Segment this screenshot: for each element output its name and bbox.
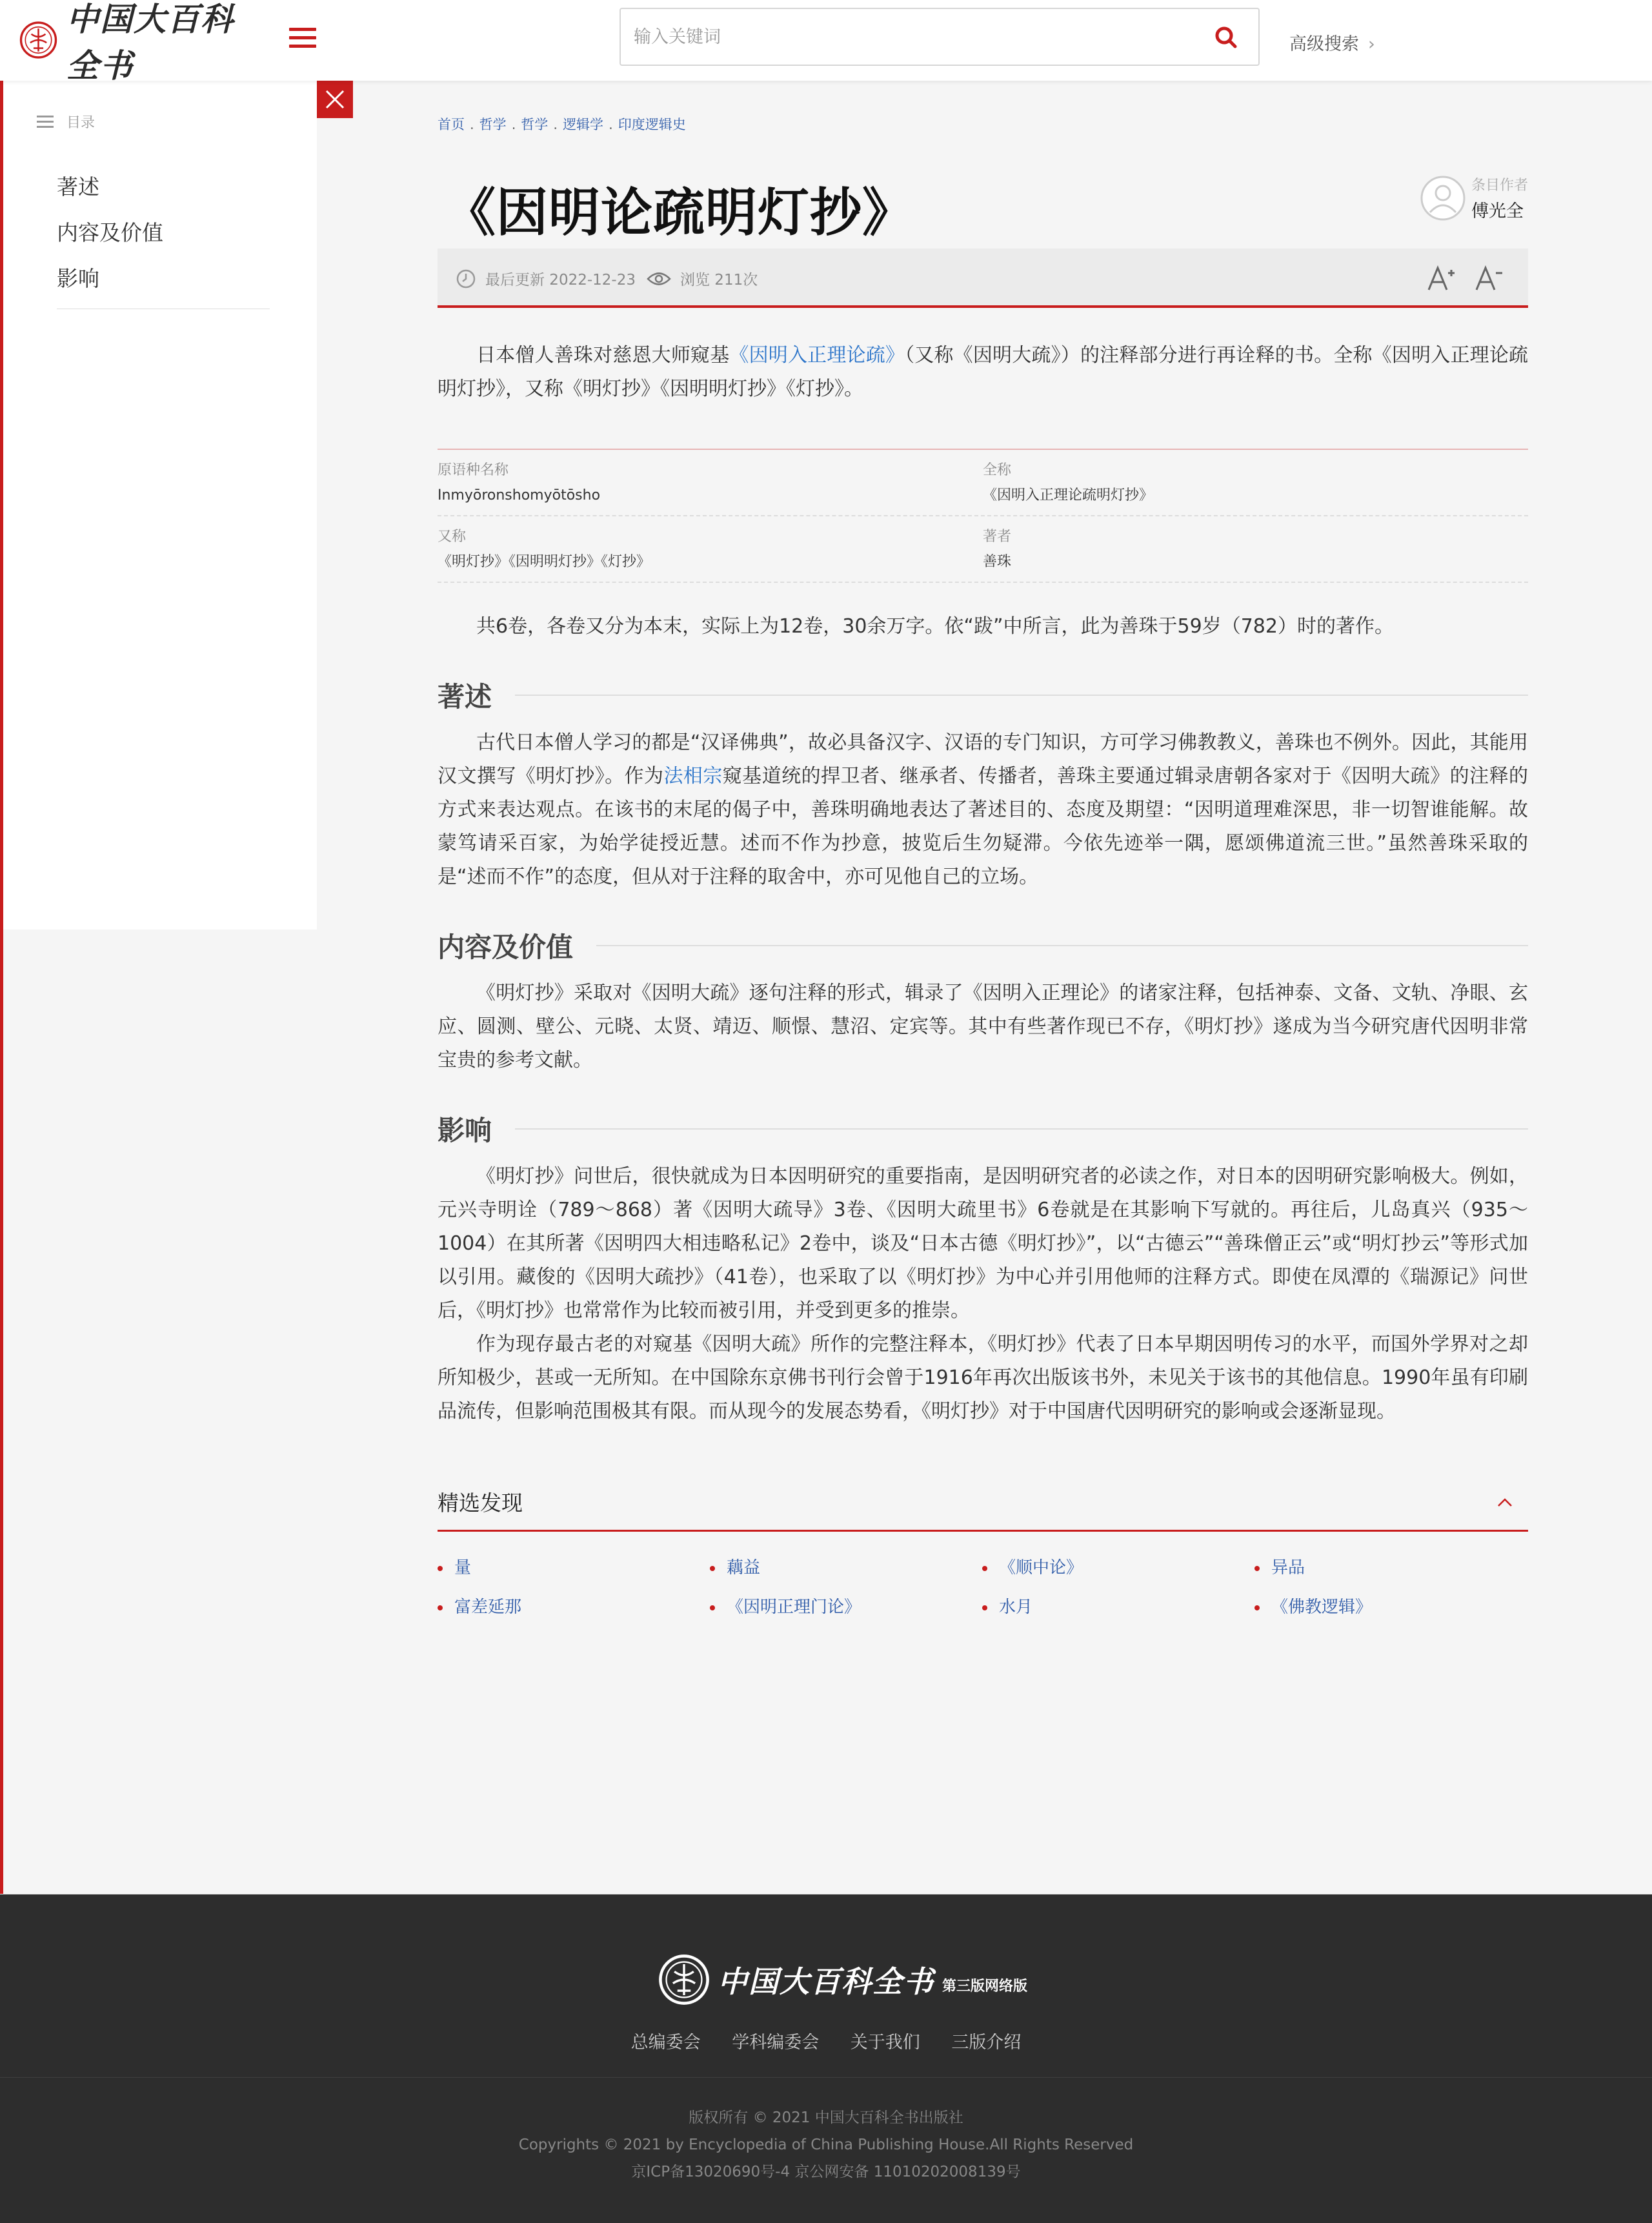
- breadcrumb-philosophy-sub[interactable]: 哲学: [521, 117, 549, 132]
- last-updated: [456, 268, 636, 289]
- footer-divider: [0, 2077, 1652, 2078]
- search-box: [620, 8, 1260, 66]
- footer-link-subject-committee[interactable]: 学科编委会: [732, 2033, 820, 2053]
- info-alias: 又称 《明灯抄》《因明明灯抄》《灯抄》: [438, 529, 651, 570]
- footer-link-general-committee[interactable]: 总编委会: [630, 2033, 701, 2053]
- section-heading-influence: 影响: [438, 1110, 1528, 1148]
- footer-link-third-edition[interactable]: 三版介绍: [951, 2033, 1022, 2053]
- toc-item-zhushu[interactable]: 著述: [57, 174, 99, 199]
- site-footer: [0, 1894, 1652, 2223]
- hamburger-icon: [289, 28, 316, 31]
- last-updated-text: 最后更新 2022-12-23: [485, 272, 636, 289]
- featured-header: [438, 1474, 1528, 1532]
- toc-label: 目录: [66, 115, 96, 131]
- featured-item[interactable]: 量: [438, 1548, 710, 1588]
- footer-logo-text: 中国大百科全书: [718, 1964, 934, 1999]
- section-influence-paragraph-1: 《明灯抄》问世后，很快就成为日本因明研究的重要指南，是因明研究者的必读之作，对日本的因明研究影响极大。例如，元兴寺明诠（789～868）著《因明大疏导》3卷、《因明大疏里书》6卷就是在其影响下写就的。再往后，儿岛真兴（935～1004）在其所著《因明四大相违略私记》2卷中，谈及“日本古德《明灯抄》”，以“古德云”“善珠僧正云”或“明灯抄云”等形式加以引用。藏俊的《因明大疏抄》（41卷），也采取了以《明灯抄》为中心并引用他师的注释方式。即使在凤潭的《瑞源记》问世后，《明灯抄》也常常作为比较而被引用，并受到更多的推崇。: [438, 1165, 1528, 1322]
- breadcrumb-logic[interactable]: 逻辑学: [563, 117, 604, 132]
- menu-button[interactable]: [289, 28, 316, 50]
- close-sidebar-button[interactable]: [317, 81, 353, 118]
- close-icon: [325, 89, 345, 110]
- toc-sidebar: [3, 81, 317, 929]
- view-count-text: 浏览 211次: [680, 272, 758, 289]
- copyright-cn: 版权所有 © 2021 中国大百科全书出版社: [689, 2109, 963, 2126]
- breadcrumb-philosophy[interactable]: 哲学: [479, 117, 507, 132]
- view-count: [647, 268, 758, 289]
- toc-list: [57, 171, 270, 309]
- toc-item-content-value[interactable]: 内容及价值: [57, 220, 163, 245]
- page-title: 《因明论疏明灯抄》: [444, 183, 914, 243]
- footer-links: [0, 2028, 1652, 2053]
- article-content: [438, 339, 1528, 1627]
- featured-item[interactable]: 富差延那: [438, 1588, 710, 1627]
- section-heading-content-value: 内容及价值: [438, 926, 1528, 965]
- avatar-icon: [1420, 175, 1466, 221]
- info-original-name: 原语种名称 Inmyōronshomyōtōsho: [438, 462, 601, 503]
- author-label: 条目作者: [1471, 178, 1528, 194]
- featured-item[interactable]: 异品: [1254, 1548, 1527, 1588]
- link-faxiang-zong[interactable]: 法相宗: [663, 765, 723, 787]
- info-row: [438, 450, 1528, 516]
- info-table: [438, 449, 1528, 583]
- featured-title: 精选发现: [438, 1490, 523, 1516]
- featured-item[interactable]: 水月: [982, 1588, 1254, 1627]
- icp-record: 京ICP备13020690号-4 京公网安备 11010202008139号: [631, 2164, 1021, 2180]
- seal-logo-icon: [19, 17, 57, 63]
- search-icon[interactable]: [1213, 25, 1239, 50]
- section-content-value-paragraph: 《明灯抄》采取对《因明大疏》逐句注释的形式，辑录了《因明入正理论》的诸家注释，包括神泰、文备、文轨、净眼、玄应、圆测、壁公、元晓、太贤、靖迈、顺憬、慧沼、定宾等。其中有些著作现已不存，《明灯抄》遂成为当今研究唐代因明非常宝贵的参考文献。: [438, 982, 1528, 1071]
- toc-item-influence[interactable]: 影响: [57, 266, 99, 291]
- info-row: [438, 516, 1528, 583]
- featured-list: [438, 1548, 1528, 1627]
- advanced-search-label: 高级搜索: [1289, 34, 1359, 54]
- clock-icon: [456, 269, 476, 289]
- site-header: [0, 0, 1652, 85]
- footer-copyright: [0, 2104, 1652, 2186]
- intro-paragraph: 日本僧人善珠对慈恩大师窥基《因明入正理论疏》（又称《因明大疏》）的注释部分进行再诠释的书。全称《因明入正理论疏明灯抄》，又称《明灯抄》《因明明灯抄》《灯抄》。: [438, 344, 1529, 400]
- link-yinming-lun-shu[interactable]: 《因明入正理论疏》: [729, 344, 905, 367]
- breadcrumb: 首页 . 哲学 . 哲学 . 逻辑学 . 印度逻辑史: [438, 117, 686, 132]
- site-logo[interactable]: [19, 0, 265, 85]
- section-heading-zhushu: 著述: [438, 676, 1528, 715]
- eye-icon: [647, 270, 671, 287]
- list-icon: [37, 112, 54, 131]
- logo-text: 中国大百科全书: [66, 0, 235, 85]
- search-input[interactable]: [634, 21, 1163, 53]
- featured-item[interactable]: 《佛教逻辑》: [1254, 1588, 1527, 1627]
- summary-paragraph: 共6卷，各卷又分为本末，实际上为12卷，30余万字。依“跋”中所言，此为善珠于59岁（782）时的著作。: [476, 615, 1394, 638]
- chevron-right-icon: ›: [1368, 34, 1375, 54]
- featured-item[interactable]: 《因明正理门论》: [710, 1588, 982, 1627]
- article-author[interactable]: [1420, 174, 1528, 222]
- footer-link-about[interactable]: 关于我们: [850, 2033, 920, 2053]
- info-full-name: 全称 《因明入正理论疏明灯抄》: [983, 462, 1154, 503]
- font-increase-icon[interactable]: [1425, 263, 1456, 294]
- author-name[interactable]: 傅光全: [1471, 201, 1524, 221]
- chevron-up-icon[interactable]: [1492, 1489, 1518, 1515]
- breadcrumb-indian-logic[interactable]: 印度逻辑史: [618, 117, 686, 132]
- info-author: 著者 善珠: [983, 529, 1012, 570]
- featured-item[interactable]: 《顺中论》: [982, 1548, 1254, 1588]
- breadcrumb-home[interactable]: 首页: [438, 117, 465, 132]
- advanced-search-link[interactable]: [1289, 30, 1375, 55]
- featured-item[interactable]: 藕益: [710, 1548, 982, 1588]
- font-decrease-icon[interactable]: [1473, 263, 1504, 294]
- copyright-en: Copyrights © 2021 by Encyclopedia of China Publishing House.All Rights Reserved: [518, 2137, 1134, 2153]
- section-influence-paragraph-2: 作为现存最古老的对窥基《因明大疏》所作的完整注释本，《明灯抄》代表了日本早期因明传习的水平，而国外学界对之却所知极少，甚或一无所知。在中国除东京佛书刊行会曾于1916年再次出版该书外，未见关于该书的其他信息。1990年虽有印刷品流传，但影响范围极其有限。而从现今的发展态势看，《明灯抄》对于中国唐代因明研究的影响或会逐渐显现。: [438, 1333, 1528, 1423]
- footer-logo-subtitle: 第三版网络版: [942, 1977, 1028, 1995]
- seal-logo-icon: [658, 1954, 710, 2005]
- article-meta-bar: [438, 249, 1528, 308]
- toc-header[interactable]: [37, 112, 95, 132]
- footer-logo[interactable]: [658, 1954, 1027, 2005]
- section-zhushu-paragraph: 古代日本僧人学习的都是“汉译佛典”，故必具备汉字、汉语的专门知识，方可学习佛教教义，善珠也不例外。因此，其能用汉文撰写《明灯抄》。作为法相宗窥基道统的捍卫者、继承者、传播者，善珠主要通过辑录唐朝各家对于《因明大疏》的注释的方式来表达观点。在该书的末尾的偈子中，善珠明确地表达了著述目的、态度及期望：“因明道理难深思，非一切智谁能解。故蒙笃请采百家，为始学徒授近慧。述而不作为抄意，披览后生勿疑滞。今依先迹举一隅，愿颂佛道流三世。”虽然善珠采取的是“述而不作”的态度，但从对于注释的取舍中，亦可见他自己的立场。: [438, 731, 1529, 888]
